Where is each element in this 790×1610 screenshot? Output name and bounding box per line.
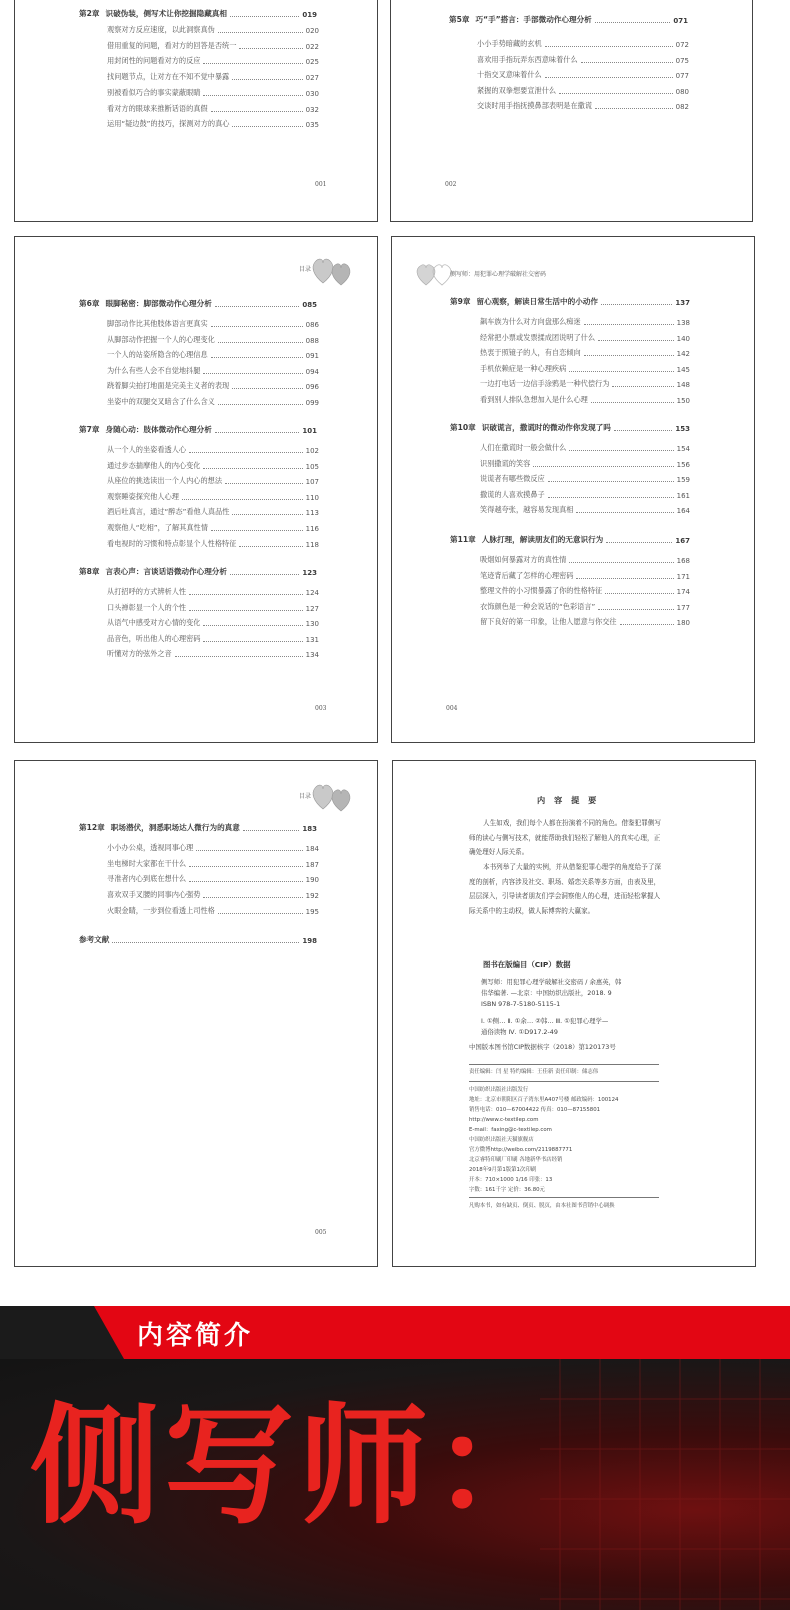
leader-dots — [211, 357, 303, 358]
page-number: 102 — [305, 447, 319, 455]
folio: 001 — [315, 181, 327, 188]
toc-entry — [107, 505, 319, 517]
toc-page-5 — [14, 760, 378, 1267]
toc-entry — [480, 553, 690, 565]
leader-dots — [211, 111, 303, 112]
cip-line: 中国版本图书馆CIP数据核字（2018）第120173号 — [469, 1043, 616, 1051]
entry-title: 十指交叉意味着什么 — [477, 70, 542, 80]
entry-title: 运用“疑边鼓”的技巧，探测对方的真心 — [107, 119, 230, 129]
leader-dots — [614, 430, 673, 431]
page-number: 113 — [305, 509, 319, 518]
entry-title: 手机依赖症是一种心理疾病 — [480, 363, 567, 373]
page-number: 116 — [305, 525, 319, 533]
chapter-title: 人脉打理，解读朋友们的无意识行为 — [481, 535, 604, 544]
leader-dots — [606, 542, 672, 543]
page-number: 180 — [676, 619, 690, 628]
chapter-number: 第6章 — [79, 299, 100, 308]
chapter-title: 职场潜伏，洞悉职场达人微行为的真意 — [110, 823, 240, 832]
editors-line: 责任编辑：闫 星 特约编辑：王佳新 责任印制：储志伟 — [469, 1069, 599, 1075]
toc-entry — [480, 377, 690, 389]
page-number: 150 — [676, 397, 690, 405]
entry-title: 找问题节点，让对方在不知不觉中暴露 — [107, 72, 230, 82]
leader-dots — [189, 881, 303, 882]
entry-title: 一个人的站姿所隐含的心理信息 — [107, 350, 208, 360]
page-number: 140 — [676, 334, 690, 343]
entry-title: 观察他人“吃相”，了解其真性情 — [107, 523, 208, 532]
publisher-line: E-mail：faxing@c-textilep.com — [469, 1127, 552, 1133]
toc-page-2 — [390, 0, 753, 222]
toc-entry — [107, 585, 319, 597]
entry-title: 品音色，听出他人的心理密码 — [107, 633, 201, 643]
leader-dots — [598, 340, 674, 341]
toc-entry — [480, 600, 690, 612]
entry-title: 识别撒谎的笑容 — [480, 458, 531, 468]
toc-entry — [107, 117, 319, 129]
leader-dots — [230, 16, 299, 17]
chapter-heading — [79, 565, 317, 577]
chapter-heading — [450, 533, 690, 545]
cip-line: 通俗读物 Ⅳ. ①D917.2-49 — [481, 1028, 558, 1036]
leader-dots — [620, 624, 674, 625]
chapter-heading — [450, 421, 690, 433]
entry-title: 紧握的双拳想要宣泄什么 — [477, 85, 557, 95]
toc-entry — [480, 615, 690, 627]
entry-title: 人们在撒谎时一般会做什么 — [480, 443, 567, 452]
leader-dots — [230, 574, 299, 575]
chapter-title: 眼脚秘密：脚部微动作心理分析 — [105, 299, 212, 308]
toc-entry — [107, 474, 319, 486]
leader-dots — [239, 546, 302, 547]
entry-title: 从一个人的坐姿看透人心 — [107, 445, 187, 454]
leader-dots — [211, 530, 303, 531]
leader-dots — [225, 483, 303, 484]
page-number: 091 — [305, 352, 319, 361]
entry-title: 喜欢双手叉腰的同事内心强势 — [107, 890, 201, 900]
references-heading — [79, 933, 317, 945]
page-number: 077 — [675, 72, 689, 81]
entry-title: 坐电梯时大家都在干什么 — [107, 858, 187, 868]
chapter-title: 身随心动：肢体微动作心理分析 — [105, 425, 212, 434]
entry-title: 看对方的眼球来推断话语的真假 — [107, 103, 208, 113]
leader-dots — [232, 388, 302, 389]
running-head: 目录 — [299, 266, 312, 273]
leader-dots — [218, 404, 303, 405]
page-number: 022 — [305, 42, 319, 51]
cip-line: 伟华编著. —北京：中国纺织出版社，2018. 9 — [481, 989, 612, 997]
entry-title: 整理文件的小习惯暴露了你的性格特征 — [480, 586, 603, 596]
toc-entry — [107, 23, 319, 35]
toc-entry — [480, 331, 690, 343]
page-number: 138 — [676, 319, 690, 327]
page-number: 198 — [302, 937, 317, 945]
page-number: 161 — [676, 491, 690, 500]
entry-title: 跷着脚尖拍打地面是完美主义者的表现 — [107, 381, 230, 391]
toc-entry — [480, 584, 690, 596]
leader-dots — [112, 942, 299, 943]
cip-title: 图书在版编目（CIP）数据 — [483, 960, 571, 969]
publisher-line: 2018年9月第1版第1次印刷 — [469, 1167, 537, 1173]
entry-title: 笑得越夸张，越容易发现真相 — [480, 505, 574, 515]
leader-dots — [595, 108, 673, 109]
chapter-heading — [79, 423, 317, 435]
chapter-number: 第12章 — [79, 823, 105, 832]
page-number: 127 — [305, 604, 319, 613]
entry-title: 坐姿中的双腿交叉暗含了什么含义 — [107, 397, 215, 406]
page-number: 124 — [305, 589, 319, 597]
chapter-number: 第7章 — [79, 425, 100, 434]
leader-dots — [569, 450, 673, 451]
folio: 003 — [315, 705, 327, 712]
leader-dots — [605, 593, 673, 594]
leader-dots — [569, 371, 673, 372]
page-number: 072 — [675, 41, 689, 49]
cip-line: ISBN 978-7-5180-5115-1 — [481, 1000, 561, 1008]
chapter-number: 第11章 — [450, 535, 476, 544]
page-number: 159 — [676, 476, 690, 485]
leader-dots — [189, 452, 303, 453]
page-number: 137 — [675, 299, 690, 307]
leader-dots — [232, 79, 302, 80]
entry-title: 借用重复的问题，看对方的回答是否统一 — [107, 40, 237, 50]
leader-dots — [189, 610, 303, 611]
entry-title: 听懂对方的弦外之音 — [107, 649, 172, 659]
entry-title: 小小手势暗藏的玄机 — [477, 39, 542, 48]
leader-dots — [218, 32, 303, 33]
entry-title: 一边打电话一边信手涂鸦是一种代偿行为 — [480, 379, 610, 389]
leader-dots — [175, 656, 303, 657]
entry-title: 小小办公桌，透视同事心理 — [107, 843, 194, 852]
toc-entry — [107, 70, 319, 82]
leader-dots — [584, 355, 674, 356]
leader-dots — [598, 609, 673, 610]
entry-title: 从语气中感受对方心情的变化 — [107, 618, 201, 628]
page-number: 118 — [305, 540, 319, 549]
leader-dots — [548, 481, 674, 482]
page-number: 071 — [673, 17, 688, 25]
entry-title: 脚部动作比其他肢体语言更真实 — [107, 319, 208, 328]
toc-entry — [477, 99, 689, 111]
chapter-heading — [79, 7, 317, 19]
entry-title: 从脚部动作把握一个人的心理变化 — [107, 334, 215, 344]
leader-dots — [576, 512, 673, 513]
toc-entry — [480, 315, 690, 327]
page-number: 027 — [305, 74, 319, 83]
leader-dots — [595, 22, 671, 23]
folio: 005 — [315, 1229, 327, 1236]
toc-entry — [480, 393, 690, 405]
page-number: 035 — [305, 121, 319, 130]
page-number: 183 — [302, 825, 317, 833]
toc-entry — [480, 569, 690, 581]
page-number: 096 — [305, 383, 319, 392]
leader-dots — [548, 497, 674, 498]
leader-dots — [545, 77, 673, 78]
page-number: 168 — [676, 557, 690, 565]
summary-title: 内 容 提 要 — [537, 795, 600, 805]
chapter-title: 识破谎言，撒谎时的微动作你发现了吗 — [481, 423, 611, 432]
entry-title: 撒谎的人喜欢摸鼻子 — [480, 489, 545, 499]
entry-title: 笔迹背后藏了怎样的心理密码 — [480, 570, 574, 580]
leader-dots — [215, 432, 300, 433]
leader-dots — [601, 304, 672, 305]
chapter-number: 第5章 — [449, 15, 470, 24]
entry-title: 看电视时的习惯和特点彰显个人性格特征 — [107, 538, 237, 548]
toc-entry — [107, 601, 319, 613]
publisher-line: 中国纺织出版社出版发行 — [469, 1087, 529, 1093]
toc-entry — [107, 333, 319, 345]
toc-entry — [477, 53, 689, 65]
page-number: 130 — [305, 620, 319, 629]
entry-title: 从座位的挑选读出一个人内心的想法 — [107, 476, 223, 486]
toc-entry — [107, 647, 319, 659]
hearts-ornament-icon — [311, 779, 353, 813]
chapter-number: 第9章 — [450, 297, 471, 306]
page-number: 167 — [675, 537, 690, 545]
toc-entry — [107, 537, 319, 549]
running-head: 侧写师：用犯罪心理学破解社交密码 — [450, 271, 547, 278]
page-number: 184 — [305, 845, 319, 853]
toc-entry — [480, 362, 690, 374]
page-number: 187 — [305, 860, 319, 869]
leader-dots — [232, 126, 302, 127]
entry-title: 交谈时用手指抚摸鼻部表明是在撒谎 — [477, 101, 593, 111]
page-number: 192 — [305, 892, 319, 901]
chapter-number: 第2章 — [79, 9, 100, 18]
leader-dots — [591, 402, 674, 403]
page-number: 088 — [305, 336, 319, 345]
toc-entry — [480, 488, 690, 500]
leader-dots — [203, 625, 302, 626]
toc-entry — [107, 632, 319, 644]
toc-entry — [107, 888, 319, 900]
leader-dots — [545, 46, 673, 47]
banner-label: 内容简介 — [137, 1321, 254, 1351]
publisher-line: 中国纺织出版社天猫旗舰店 — [469, 1137, 534, 1143]
toc-entry — [107, 102, 319, 114]
chapter-title: 识破伪装，侧写术让你挖掘隐藏真相 — [105, 9, 227, 18]
publisher-line: 北京睿特印刷厂印刷 各地新华书店经销 — [469, 1157, 563, 1163]
entry-title: 看到别人排队急想加入是什么心理 — [480, 395, 588, 404]
toc-entry — [107, 841, 319, 853]
chapter-heading — [79, 821, 317, 833]
publisher-line: 开本：710×1000 1/16 印张：13 — [469, 1177, 553, 1183]
entry-title: 寻准者内心到底在想什么 — [107, 874, 187, 884]
leader-dots — [203, 641, 302, 642]
toc-entry — [107, 904, 319, 916]
page-number: 019 — [302, 11, 317, 19]
page-number: 030 — [305, 89, 319, 98]
entry-title: 通过步态揣摩他人的内心变化 — [107, 460, 201, 470]
leader-dots — [576, 578, 673, 579]
entry-title: 喜欢用手指玩弄东西意味着什么 — [477, 54, 578, 64]
page-number: 145 — [676, 365, 690, 374]
toc-entry — [480, 441, 690, 453]
page-number: 142 — [676, 350, 690, 359]
entry-title: 观察对方反应速度，以此洞察真伪 — [107, 25, 215, 34]
page-number: 153 — [675, 425, 690, 433]
entry-title: 说谎者有哪些微反应 — [480, 474, 545, 484]
leader-dots — [569, 562, 673, 563]
summary-paragraph-2: 本书列举了大量的实例，并从借鉴犯罪心理学的角度给予了深度的剖析，内容涉及社交、职场、婚恋关系等多方面，由表及里，层层深入，引导读者朋友们学会洞察他人的心理，进而轻松掌握人际关系中的主动权，做人际博弈的大赢家。 — [469, 863, 662, 915]
page-number: 164 — [676, 507, 690, 516]
toc-entry — [107, 395, 319, 407]
copyright-page — [392, 760, 756, 1267]
chapter-title: 言表心声：言谈话语微动作心理分析 — [105, 567, 227, 576]
toc-entry — [477, 37, 689, 49]
running-head: 目录 — [299, 793, 312, 800]
leader-dots — [189, 594, 303, 595]
divider — [469, 1197, 659, 1198]
leader-dots — [203, 468, 302, 469]
publisher-line: 官方微博http://weibo.com/2119887771 — [469, 1147, 573, 1153]
leader-dots — [203, 95, 302, 96]
entry-title: 从打招呼的方式辨析人性 — [107, 587, 187, 596]
page-number: 082 — [675, 103, 689, 112]
publisher-line: 地址：北京市朝阳区百子湾东里A407号楼 邮政编码：100124 — [469, 1097, 619, 1103]
entry-title: 留下良好的第一印象，让他人愿意与你交往 — [480, 617, 617, 627]
toc-entry — [107, 521, 319, 533]
leader-dots — [203, 897, 302, 898]
toc-entry — [107, 317, 319, 329]
page-number: 094 — [305, 367, 319, 376]
hearts-ornament-icon — [311, 253, 353, 287]
page-number: 148 — [676, 381, 690, 390]
leader-dots — [584, 324, 674, 325]
leader-dots — [612, 386, 673, 387]
entry-title: 飙车族为什么对方向盘那么痴迷 — [480, 317, 581, 326]
folio: 002 — [445, 181, 457, 188]
toc-entry — [107, 54, 319, 66]
cip-line: 侧写师：用犯罪心理学破解社交密码 / 余惠英，韩 — [481, 978, 622, 986]
page-number: 123 — [302, 569, 317, 577]
leader-dots — [182, 499, 303, 500]
chapter-title: 留心观察，解读日常生活中的小动作 — [476, 297, 598, 306]
toc-entry — [107, 348, 319, 360]
folio: 004 — [446, 705, 458, 712]
divider — [469, 1081, 659, 1082]
summary-paragraph-1: 人生如戏，我们每个人都在扮演着不同的角色。借鉴犯罪侧写师的读心与侧写技术，就能帮助我们轻松了解他人的真实心理，正确处理好人际关系。 — [469, 819, 662, 857]
section-banner — [0, 1306, 790, 1359]
page-number: 080 — [675, 87, 689, 96]
entry-title: 经常把小票或发票揉成团说明了什么 — [480, 332, 596, 342]
page-number: 025 — [305, 58, 319, 67]
chapter-number: 第10章 — [450, 423, 476, 432]
page-number: 177 — [676, 603, 690, 612]
leader-dots — [218, 913, 303, 914]
page-number: 032 — [305, 105, 319, 114]
publisher-line: 销售电话：010—67004422 传真：010—87155801 — [469, 1107, 601, 1113]
cip-line: Ⅰ. ①侧… Ⅱ. ①余… ②韩… Ⅲ. ①犯罪心理学— — [481, 1017, 609, 1025]
toc-entry — [480, 346, 690, 358]
entry-title: 别被看似巧合的事实蒙蔽眼睛 — [107, 87, 201, 97]
toc-entry — [107, 364, 319, 376]
leader-dots — [559, 93, 673, 94]
leader-dots — [218, 342, 303, 343]
toc-page-3 — [14, 236, 378, 743]
page-number: 174 — [676, 588, 690, 597]
page-number: 195 — [305, 907, 319, 916]
toc-entry — [107, 86, 319, 98]
page-number: 020 — [305, 27, 319, 35]
toc-entry — [480, 457, 690, 469]
toc-entry — [107, 443, 319, 455]
toc-entry — [477, 84, 689, 96]
page-number: 110 — [305, 493, 319, 502]
footer-note: 凡购本书，如有缺页、倒页、脱页，由本社图书营销中心调换 — [469, 1203, 615, 1209]
leader-dots — [215, 306, 300, 307]
leader-dots — [189, 866, 303, 867]
toc-page-1 — [14, 0, 378, 222]
page-number: 107 — [305, 478, 319, 487]
page-number: 099 — [305, 399, 319, 407]
page-number: 131 — [305, 635, 319, 644]
chapter-title: 巧“手”搭言：手部微动作心理分析 — [475, 15, 592, 24]
hero-title: 侧写师： — [30, 1390, 567, 1542]
entry-title: 用封闭性的问题看对方的反应 — [107, 56, 201, 66]
entry-title: 热衷于照镜子的人，有自恋倾向 — [480, 348, 581, 358]
divider — [469, 1064, 659, 1065]
page-number: 075 — [675, 56, 689, 65]
leader-dots — [211, 326, 303, 327]
toc-entry — [107, 39, 319, 51]
page-number: 190 — [305, 876, 319, 885]
toc-page-4 — [391, 236, 755, 743]
leader-dots — [203, 373, 302, 374]
leader-dots — [232, 514, 302, 515]
chapter-heading — [449, 13, 688, 25]
page-number: 156 — [676, 460, 690, 469]
page-number: 105 — [305, 462, 319, 471]
references-label: 参考文献 — [79, 935, 110, 944]
toc-entry — [107, 872, 319, 884]
chapter-heading — [79, 297, 317, 309]
publisher-line: http://www.c-textilep.com — [469, 1117, 539, 1123]
hero-section — [0, 1359, 790, 1610]
page-number: 134 — [305, 651, 319, 660]
entry-title: 吸烟如何暴露对方的真性情 — [480, 555, 567, 564]
chapter-number: 第8章 — [79, 567, 100, 576]
leader-dots — [533, 466, 673, 467]
leader-dots — [243, 830, 300, 831]
page-number: 085 — [302, 301, 317, 309]
toc-entry — [107, 379, 319, 391]
publisher-line: 字数：161千字 定价：36.80元 — [469, 1187, 545, 1193]
toc-entry — [480, 503, 690, 515]
entry-title: 口头禅彰显一个人的个性 — [107, 602, 187, 612]
entry-title: 酒后吐真言，通过“醉态”看他人真品性 — [107, 507, 230, 517]
entry-title: 火眼金睛，一步到位看透上司性格 — [107, 905, 215, 915]
toc-entry — [107, 490, 319, 502]
page-number: 086 — [305, 321, 319, 329]
toc-entry — [477, 68, 689, 80]
leader-dots — [196, 850, 302, 851]
page-number: 101 — [302, 427, 317, 435]
leader-dots — [581, 62, 673, 63]
leader-dots — [239, 48, 302, 49]
toc-entry — [107, 857, 319, 869]
page-number: 154 — [676, 445, 690, 453]
toc-entry — [107, 616, 319, 628]
toc-entry — [107, 459, 319, 471]
chapter-heading — [450, 295, 690, 307]
toc-entry — [480, 472, 690, 484]
page-number: 171 — [676, 572, 690, 581]
entry-title: 为什么有些人会不自觉地抖腿 — [107, 365, 201, 375]
entry-title: 观察睡姿探究他人心理 — [107, 491, 179, 501]
leader-dots — [203, 63, 302, 64]
entry-title: 衣饰颜色是一种会说话的“色彩语言” — [480, 601, 596, 611]
